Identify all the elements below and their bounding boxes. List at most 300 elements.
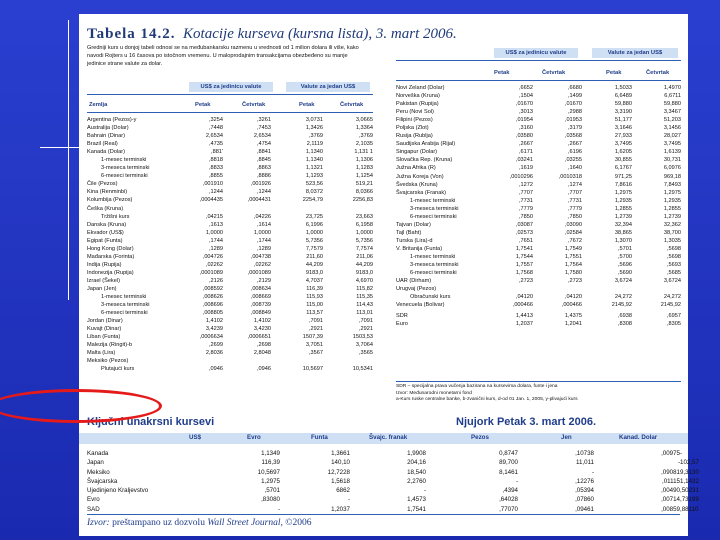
rate-cell: ,1244 [257, 189, 271, 196]
row-label: Ekvador (US$) [87, 229, 124, 236]
rate-cell: ,04120 [564, 294, 582, 301]
rate-cell: 115,93 [306, 294, 323, 301]
rate-cell: 1,5033 [614, 85, 632, 91]
rate-cell: ,02584 [564, 229, 582, 236]
rate-cell: 1,2037 [515, 321, 533, 328]
rate-cell: 2145,92 [660, 302, 681, 309]
rate-cell: ,0001089 [247, 269, 271, 276]
rate-cell: 6,1996 [305, 221, 323, 228]
cross-rate-cell: ,00490 [661, 487, 680, 495]
rate-cell: 38,700 [663, 229, 681, 236]
rate-cell: ,1613 [209, 221, 223, 228]
row-label: 6-meseci terminski [101, 173, 148, 180]
rate-cell: ,0946 [257, 366, 271, 373]
right-header-rule [396, 60, 681, 61]
row-label: Meksiko (Pezos) [87, 358, 129, 365]
table-row [87, 164, 373, 172]
rate-cell: ,4735 [209, 141, 223, 148]
rate-cell: 3,7064 [355, 342, 373, 349]
row-label: 6-meseci terminski [101, 310, 148, 317]
table-row [87, 140, 373, 148]
row-label: Turska (Lira)-d [396, 237, 433, 244]
rate-cell: ,0010318 [558, 173, 582, 180]
row-label: UAR (Dirham) [396, 278, 432, 285]
rate-cell: ,8833 [209, 165, 223, 172]
row-label: Indonezija (Rupija) [87, 269, 134, 276]
col-cetvrtak: Četvrtak [242, 102, 266, 108]
rate-cell: 1,0000 [205, 229, 223, 236]
row-label: Kuvajt (Dinar) [87, 326, 122, 333]
rate-cell [323, 357, 373, 365]
cross-rate-cell: ,77070 [499, 505, 518, 513]
rate-cell: 1,1340 [305, 157, 323, 164]
rate-cell: ,3565 [359, 350, 373, 357]
rate-cell: ,000466 [512, 302, 533, 309]
rate-cell [175, 357, 223, 365]
row-label: Egipat (Funta) [87, 237, 123, 244]
rate-cell: ,7091 [309, 318, 323, 325]
rate-cell: 1,6205 [614, 149, 632, 156]
rate-cell: 2,6534 [205, 133, 223, 140]
rate-cell: ,2921 [359, 326, 373, 333]
rate-cell: ,1744 [257, 237, 271, 244]
row-label: Južna Koreja (Von) [396, 173, 444, 180]
rate-cell: 38,865 [614, 229, 632, 236]
row-label: 3-meseca terminski [410, 262, 459, 269]
table-row [87, 277, 373, 285]
cross-rate-cell: ,12276 [575, 477, 594, 485]
rate-cell: ,7850 [568, 213, 582, 220]
left-colhead-rule [87, 112, 373, 113]
table-row [396, 189, 681, 197]
table-row [396, 124, 681, 132]
rate-cell: ,7731 [519, 197, 533, 204]
rate-cell: ,7091 [359, 318, 373, 325]
table-row [396, 237, 681, 245]
row-label: 1-mesec terminski [101, 157, 147, 164]
rate-cell: 1,2855 [663, 205, 681, 212]
rate-cell: ,004726 [202, 253, 223, 260]
row-label: V. Britanija (Funta) [396, 245, 443, 252]
rate-cell: 3,7495 [663, 141, 681, 148]
document-page [79, 14, 699, 536]
cross-rate-cell: 1,1349 [261, 450, 280, 457]
rate-cell: ,6957 [667, 313, 681, 320]
rate-cell: ,0010296 [509, 173, 533, 180]
rate-cell: 28,027 [663, 133, 681, 140]
row-label: Švajcarska [87, 477, 118, 485]
rate-cell: ,02573 [515, 229, 533, 236]
row-label: Tržišni kurs [101, 213, 130, 220]
rate-cell: 969,18 [663, 173, 681, 180]
table-row [87, 293, 373, 301]
table-row [87, 365, 373, 373]
cross-rate-cell: - [515, 477, 518, 485]
left-usd-equiv-header: US$ za jedinicu valute [189, 82, 273, 92]
left-column-headers [87, 102, 373, 112]
table-row [396, 173, 681, 181]
rate-cell: ,008849 [250, 310, 271, 317]
rate-cell: ,8818 [209, 157, 223, 164]
rate-cell: ,03255 [564, 157, 582, 164]
col-petak: Petak [494, 70, 510, 76]
rate-cell: 32,394 [614, 221, 632, 228]
table-row [396, 309, 681, 320]
rate-cell: ,8855 [209, 173, 223, 180]
cross-rate-cell: 12,7228 [327, 468, 350, 476]
rate-cell: 23,725 [305, 213, 323, 220]
rate-cell: 211,60 [306, 253, 323, 260]
rate-cell: ,2723 [568, 278, 582, 285]
table-row [396, 301, 681, 309]
rate-cell: 1,1293 [305, 173, 323, 180]
rate-cell: ,03090 [564, 221, 582, 228]
rate-cell: 24,272 [614, 294, 632, 301]
rate-cell: ,2129 [257, 277, 271, 284]
rate-cell: ,03568 [564, 133, 582, 140]
rate-cell: 10,5341 [352, 366, 373, 373]
table-row [87, 196, 373, 204]
cross-rates-title: Ključni unakrsni kursevi [87, 416, 215, 428]
rate-cell: 2,8036 [205, 350, 223, 357]
rate-cell: 1,7580 [564, 270, 582, 277]
table-row [396, 164, 681, 172]
rate-cell: ,008634 [250, 285, 271, 292]
col-petak: Petak [299, 102, 315, 108]
rate-cell: 1,2975 [663, 189, 681, 196]
rate-cell: 59,880 [614, 101, 632, 108]
cross-rate-cell: 1,2975 [261, 477, 280, 485]
rate-cell: ,7779 [519, 205, 533, 212]
rate-cell: 23,663 [355, 213, 373, 220]
cross-rate-cell: 140,10 [331, 459, 350, 467]
rate-cell: 5,7356 [305, 237, 323, 244]
table-row [87, 132, 373, 140]
table-row [396, 92, 681, 100]
rate-cell: 971,25 [614, 173, 632, 180]
table-row [396, 156, 681, 164]
table-row [396, 205, 681, 213]
table-row [87, 237, 373, 245]
cross-rate-cell: ,00714 [661, 496, 680, 504]
rate-cell: ,3261 [257, 117, 271, 123]
rate-cell: 3,6724 [663, 278, 681, 285]
table-row [396, 320, 681, 328]
rate-cell: ,008805 [202, 310, 223, 317]
rate-cell: ,000466 [561, 302, 582, 309]
rate-cell: 519,21 [355, 181, 373, 188]
table-row [396, 108, 681, 116]
rate-cell: 1,1283 [355, 165, 373, 172]
rate-cell: ,6938 [618, 313, 632, 320]
rate-cell: ,8863 [257, 165, 271, 172]
row-label: Tajl (Baht) [396, 229, 422, 236]
rate-cell: 211,06 [356, 253, 373, 260]
rate-cell: ,5696 [618, 262, 632, 269]
rate-cell: 3,7051 [305, 342, 323, 349]
rate-cell: 1,1306 [355, 157, 373, 164]
rate-cell: 6,1767 [614, 165, 632, 172]
cross-rate-cell: 1,5618 [331, 477, 350, 485]
table-row [396, 221, 681, 229]
rate-cell: ,5698 [667, 253, 681, 260]
rate-cell: 3,3467 [663, 109, 681, 116]
row-label: Rusija (Rublja) [396, 133, 433, 140]
cross-rate-cell: 1,4573 [407, 496, 426, 504]
row-label: Mađarska (Forinta) [87, 253, 135, 260]
rate-cell: ,5693 [667, 262, 681, 269]
rate-cell: ,5685 [667, 270, 681, 277]
table-row: Japan 116,39 140,10 204,16 89,700 11,011 - 102,57 [87, 459, 699, 467]
rate-cell: ,6680 [568, 85, 582, 91]
right-colhead-rule [396, 80, 681, 81]
rate-cell: ,02262 [205, 261, 223, 268]
rate-cell: ,1744 [209, 237, 223, 244]
cross-rate-cell: 1,9908 [407, 450, 426, 457]
rate-cell: ,0006651 [247, 334, 271, 341]
rate-cell: ,8886 [257, 173, 271, 180]
rate-cell: 1,2739 [663, 213, 681, 220]
rate-cell: ,03087 [515, 221, 533, 228]
rate-cell: ,008739 [250, 302, 271, 309]
table-row [87, 148, 373, 156]
table-row [87, 180, 373, 188]
rate-cell: ,3254 [209, 117, 223, 123]
rate-cell: 523,56 [305, 181, 323, 188]
col-cetvrtak: Četvrtak [646, 70, 670, 76]
row-label: Malta (Lira) [87, 350, 116, 357]
rate-cell: ,5700 [618, 253, 632, 260]
cross-rate-cell: 89,700 [499, 459, 518, 467]
row-label: SDR [396, 313, 408, 320]
rate-cell: ,3179 [568, 125, 582, 132]
rate-cell: ,7453 [257, 125, 271, 132]
rate-cell: ,4754 [257, 141, 271, 148]
rate-cell: 3,0731 [305, 117, 323, 123]
row-label: Južna Afrika (R) [396, 165, 436, 172]
row-label: Euro [396, 321, 408, 328]
cross-rates-date: Njujork Petak 3. mart 2006. [456, 416, 597, 428]
row-label: Švajcarska (Franak) [396, 189, 447, 196]
table-row [396, 269, 681, 277]
row-label: Slovačka Rep. (Kruna) [396, 157, 453, 164]
rate-cell: ,3567 [309, 350, 323, 357]
rate-cell: ,7707 [519, 189, 533, 196]
rate-cell: 7,8493 [663, 181, 681, 188]
source-line: Izvor: preštampano uz dozvolu Wall Street Journal, ©2006 [87, 518, 312, 528]
rate-cell: ,1504 [519, 93, 533, 100]
rate-cell [488, 285, 533, 293]
rate-cell: 1,4413 [515, 313, 533, 320]
rate-cell: ,2698 [257, 342, 271, 349]
rate-cell: ,2699 [209, 342, 223, 349]
table-row: Švajcarska 1,2975 1,5618 2,2760 - ,12276 ,01115 1,1432 [87, 477, 699, 485]
row-label: 3-meseca terminski [101, 165, 150, 172]
rate-cell: 1,7568 [515, 270, 533, 277]
row-label: Poljska (Zlot) [396, 125, 429, 132]
cross-rate-cell: 1,2037 [331, 505, 350, 513]
cross-rate-cell: - [277, 505, 280, 513]
row-label: Obračunski kurs [410, 294, 451, 301]
cross-rate-cell: - [423, 487, 426, 495]
rate-cell [271, 357, 323, 365]
row-label: Australija (Dolar) [87, 125, 129, 132]
rate-cell: ,03580 [515, 133, 533, 140]
rate-cell [223, 357, 271, 365]
rate-cell: 1,7549 [564, 245, 582, 252]
rate-cell: ,6171 [519, 149, 533, 156]
table-row [396, 261, 681, 269]
rate-cell: 4,7037 [305, 277, 323, 284]
row-label: 1-mesec terminski [410, 253, 456, 260]
row-label: Češka (Kruna) [87, 205, 124, 212]
cross-rate-cell: 6862 [336, 487, 350, 495]
rate-cell: 1,2935 [663, 197, 681, 204]
row-label: Indija (Rupija) [87, 261, 122, 268]
rate-cell: ,6652 [519, 85, 533, 91]
rate-cell: ,7651 [519, 237, 533, 244]
table-row [396, 245, 681, 253]
table-row [87, 229, 373, 237]
rate-cell: ,8841 [257, 149, 271, 156]
table-row [396, 100, 681, 108]
rate-cell: 10,5697 [302, 366, 323, 373]
table-row [87, 269, 373, 277]
rate-cell: ,03241 [515, 157, 533, 164]
left-per-usd-header: Valute za jedan US$ [286, 82, 370, 92]
rate-cell: 1,1321 [305, 165, 323, 172]
page-title: Tabela 14.2. Kotacije kurseva (kursna lista), 3. mart 2006. [87, 26, 457, 42]
rate-cell: ,2921 [309, 326, 323, 333]
rate-cell: ,04226 [253, 213, 271, 220]
rate-cell: ,7672 [568, 237, 582, 244]
rate-cell: 9183,0 [305, 269, 323, 276]
rate-cell: 1,7551 [564, 253, 582, 260]
rate-cell [271, 205, 323, 213]
notes-rule [396, 381, 681, 382]
row-label: SAD [87, 505, 100, 513]
col-petak: Petak [606, 70, 622, 76]
rate-cell: ,3013 [519, 109, 533, 116]
rate-cell: 7,8616 [614, 181, 632, 188]
rate-cell: ,7707 [568, 189, 582, 196]
rate-cell: 44,209 [305, 261, 323, 268]
rate-cell: 59,880 [663, 101, 681, 108]
rate-cell: ,5701 [618, 245, 632, 252]
rate-cell: ,2723 [519, 278, 533, 285]
row-label: Singapur (Dolar) [396, 149, 438, 156]
row-label: Brazil (Real) [87, 141, 118, 148]
rate-cell: ,1289 [257, 245, 271, 252]
rate-cell: 6,1958 [355, 221, 373, 228]
rate-cell: 1,3070 [614, 237, 632, 244]
rate-cell: 7,7574 [355, 245, 373, 252]
rate-cell: 44,209 [355, 261, 373, 268]
rate-cell: 51,177 [614, 117, 632, 124]
crosshair-vertical [68, 20, 69, 300]
row-label: Novi Zeland (Dolar) [396, 85, 445, 91]
rate-cell: 24,272 [663, 294, 681, 301]
table-row [87, 172, 373, 180]
rate-cell: 7,7579 [305, 245, 323, 252]
cross-rate-cell: 11,011 [575, 459, 594, 467]
table-row [87, 357, 373, 365]
row-label: Bahrain (Dinar) [87, 133, 125, 140]
rate-cell: ,7448 [209, 125, 223, 132]
table-row [396, 213, 681, 221]
row-label: Urugvaj (Pezos) [396, 286, 437, 293]
rate-cell: 115,82 [356, 285, 373, 292]
rate-cell: 2,1119 [306, 141, 323, 148]
rate-cell: ,0004431 [247, 197, 271, 204]
note-line: Izvor: Međunarodni monetarni fond [396, 390, 472, 396]
rate-cell: ,04120 [515, 294, 533, 301]
rate-cell: 2,6534 [253, 133, 271, 140]
rate-cell: ,3160 [519, 125, 533, 132]
table-row [87, 188, 373, 196]
rate-cell: ,1272 [519, 181, 533, 188]
right-usd-equiv-header: US$ za jedinicu valute [494, 48, 578, 58]
table-row [87, 116, 373, 124]
right-rates-table [396, 84, 681, 328]
cross-rate-cell: 10,5697 [257, 468, 280, 476]
rate-cell: 2145,92 [611, 302, 632, 309]
cross-rate-cell: ,07860 [575, 496, 594, 504]
rate-cell: ,2988 [568, 109, 582, 116]
table-row [87, 341, 373, 349]
rate-cell: 1,2935 [614, 197, 632, 204]
rate-cell: 1,3035 [663, 237, 681, 244]
row-label: Plutajući kurs [101, 366, 135, 373]
row-label: Argentina (Pezos)-y [87, 117, 137, 123]
rate-cell: ,8308 [618, 321, 632, 328]
rate-cell: 51,203 [663, 117, 681, 124]
row-label: Meksiko [87, 468, 110, 476]
cross-rate-cell: ,01115 [661, 477, 680, 485]
row-label: Evro [87, 496, 100, 504]
table-row [396, 116, 681, 124]
table-row [87, 349, 373, 357]
right-column-headers [396, 70, 681, 80]
row-label: Danska (Kruna) [87, 221, 127, 228]
rate-cell: ,1289 [209, 245, 223, 252]
rate-cell: 3,4230 [253, 326, 271, 333]
row-label: 3-meseca terminski [101, 302, 150, 309]
table-row [87, 124, 373, 132]
rate-cell [582, 285, 632, 293]
rate-cell: ,04215 [205, 213, 223, 220]
rate-cell: ,1274 [568, 181, 582, 188]
rate-cell: ,004738 [250, 253, 271, 260]
row-label: Švedska (Kruna) [396, 181, 438, 188]
cross-col-header: Švajc. franak [369, 434, 408, 441]
row-label: Kolumbija (Pezos) [87, 197, 133, 204]
rate-cell: ,01670 [515, 101, 533, 108]
rate-cell: 5,7356 [355, 237, 373, 244]
rate-cell: 3,3190 [614, 109, 632, 116]
cross-rate-cell: - [347, 496, 350, 504]
row-label: Kanada (Dolar) [87, 149, 125, 156]
table-row [396, 293, 681, 301]
rate-cell: 1,0000 [305, 229, 323, 236]
cross-rate-cell: ,5701 [264, 487, 280, 495]
row-label: 1-mesec terminski [101, 294, 147, 301]
cross-rate-cell: 204,16 [407, 459, 426, 467]
rate-cell: ,1499 [568, 93, 582, 100]
rate-cell [323, 205, 373, 213]
rate-cell [533, 285, 582, 293]
rate-cell: 1,4375 [564, 313, 582, 320]
